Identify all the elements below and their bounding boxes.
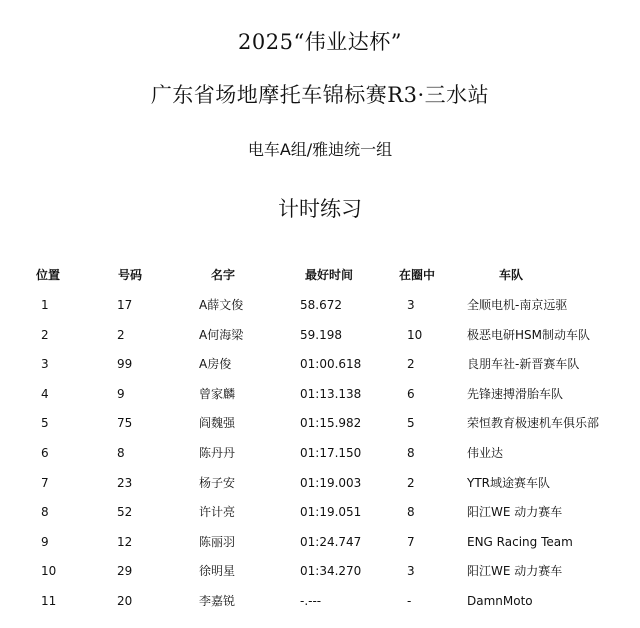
row-lap: 5 [407, 416, 415, 430]
row-lap: 7 [407, 535, 415, 549]
row-position: 8 [41, 505, 49, 519]
session-title: 计时练习 [278, 197, 362, 221]
row-position: 3 [41, 357, 49, 371]
row-team: 良朋车社-新晋赛车队 [467, 357, 580, 371]
title-line-1: 2025“伟业达杯” [238, 30, 402, 54]
table-header [0, 265, 640, 285]
row-best-time: 58.672 [300, 298, 342, 312]
row-lap: 3 [407, 564, 415, 578]
row-number: 75 [117, 416, 133, 430]
title-line-2: 广东省场地摩托车锦标赛R3·三水站 [150, 83, 490, 107]
row-best-time: 01:34.270 [300, 564, 362, 578]
row-team: 伟业达 [467, 446, 504, 460]
row-rider-name: 曾家麟 [199, 387, 236, 401]
column-header-best-time: 最好时间 [304, 268, 353, 282]
row-best-time: 01:00.618 [300, 357, 362, 371]
row-number: 99 [117, 357, 133, 371]
row-best-time: 01:19.051 [300, 505, 362, 519]
row-lap: 2 [407, 357, 415, 371]
row-number: 9 [117, 387, 125, 401]
row-number: 17 [117, 298, 133, 312]
row-number: 12 [117, 535, 133, 549]
row-team: 全顺电机-南京远驱 [467, 298, 568, 312]
row-best-time: 01:13.138 [300, 387, 362, 401]
row-rider-name: 陈丽羽 [199, 535, 236, 549]
row-lap: 10 [407, 328, 423, 342]
row-number: 8 [117, 446, 125, 460]
row-team: 极恶电研HSM制动车队 [467, 328, 590, 342]
table-row [0, 384, 640, 404]
row-lap: 3 [407, 298, 415, 312]
table-row [0, 473, 640, 493]
row-rider-name: A薛文俊 [199, 298, 244, 312]
table-row [0, 532, 640, 552]
row-rider-name: 陈丹丹 [199, 446, 236, 460]
row-position: 11 [41, 594, 57, 608]
row-position: 4 [41, 387, 49, 401]
table-row [0, 502, 640, 522]
row-number: 29 [117, 564, 133, 578]
column-header-lap: 在圈中 [398, 268, 435, 282]
table-row [0, 413, 640, 433]
row-lap: - [407, 594, 412, 608]
row-best-time: 59.198 [300, 328, 342, 342]
row-rider-name: 李嘉锐 [199, 594, 236, 608]
row-position: 6 [41, 446, 49, 460]
column-header-team: 车队 [498, 268, 523, 282]
row-team: 先锋速搏滑胎车队 [467, 387, 564, 401]
column-header-number: 号码 [117, 268, 142, 282]
table-row [0, 561, 640, 581]
row-rider-name: A何海梁 [199, 328, 244, 342]
row-lap: 8 [407, 505, 415, 519]
row-rider-name: A房俊 [199, 357, 232, 371]
row-best-time: 01:24.747 [300, 535, 362, 549]
row-lap: 6 [407, 387, 415, 401]
row-position: 10 [41, 564, 57, 578]
row-number: 23 [117, 476, 133, 490]
row-team: ENG Racing Team [467, 535, 573, 549]
row-team: DamnMoto [467, 594, 533, 608]
row-team: YTR域途赛车队 [467, 476, 550, 490]
row-best-time: -.--- [300, 594, 322, 608]
row-team: 阳江WE 动力赛车 [467, 564, 563, 578]
row-number: 52 [117, 505, 133, 519]
row-lap: 8 [407, 446, 415, 460]
row-best-time: 01:17.150 [300, 446, 362, 460]
row-best-time: 01:15.982 [300, 416, 362, 430]
row-rider-name: 徐明星 [199, 564, 236, 578]
row-team: 阳江WE 动力赛车 [467, 505, 563, 519]
row-rider-name: 许计亮 [199, 505, 236, 519]
row-position: 2 [41, 328, 49, 342]
table-row [0, 443, 640, 463]
table-row [0, 295, 640, 315]
row-rider-name: 阎魏强 [199, 416, 236, 430]
row-position: 9 [41, 535, 49, 549]
row-number: 2 [117, 328, 125, 342]
row-position: 5 [41, 416, 49, 430]
column-header-name: 名字 [210, 268, 235, 282]
row-team: 荣恒教育极速机车俱乐部 [467, 416, 600, 430]
row-lap: 2 [407, 476, 415, 490]
table-row [0, 354, 640, 374]
group-subtitle: 电车A组/雅迪统一组 [247, 140, 393, 159]
row-rider-name: 杨子安 [199, 476, 236, 490]
row-best-time: 01:19.003 [300, 476, 362, 490]
row-number: 20 [117, 594, 133, 608]
row-position: 7 [41, 476, 49, 490]
row-position: 1 [41, 298, 49, 312]
column-header-position: 位置 [35, 268, 60, 282]
table-row [0, 325, 640, 345]
table-row [0, 591, 640, 611]
